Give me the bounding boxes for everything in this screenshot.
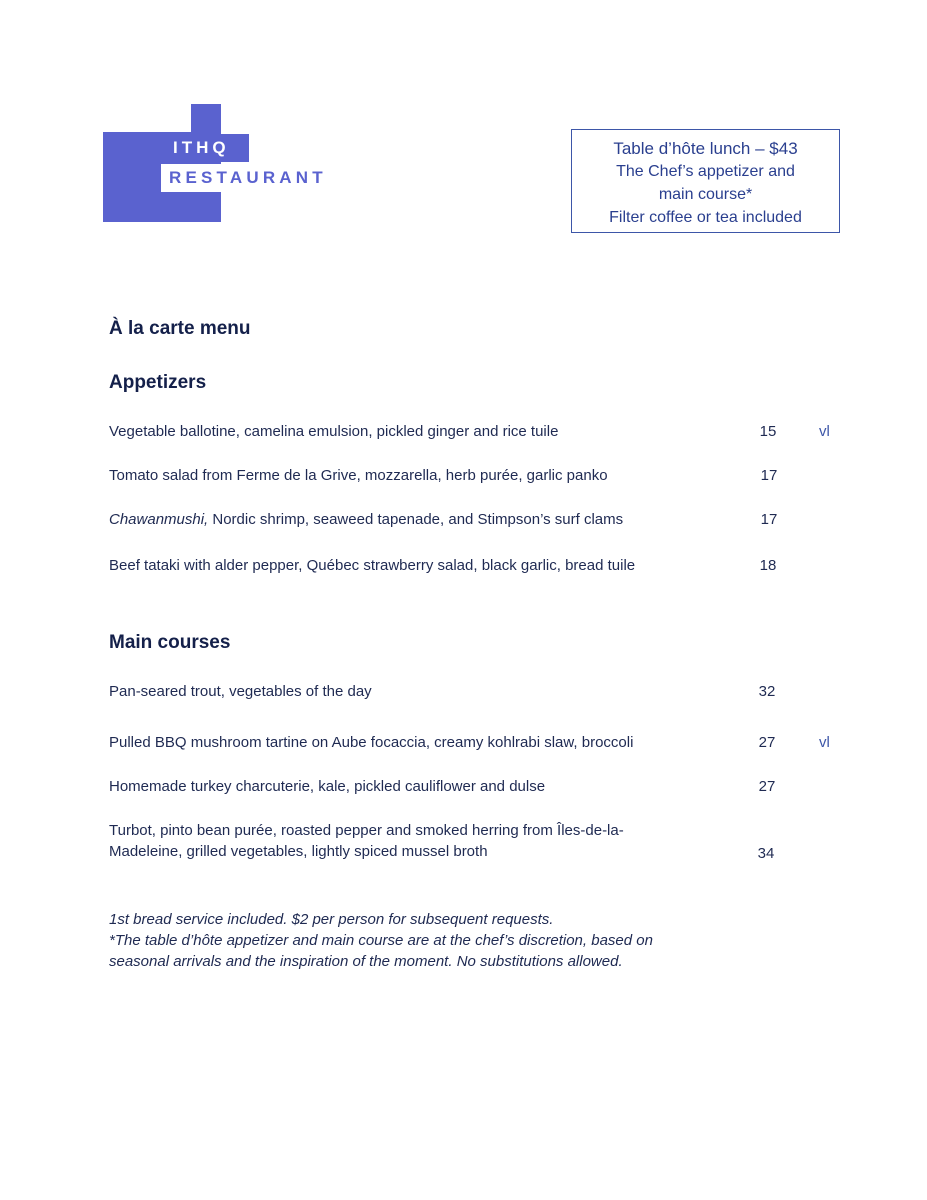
menu-notes: [109, 909, 749, 972]
menu-item: Beef tataki with alder pepper, Québec strawberry salad, black garlic, bread tuile: [109, 557, 636, 574]
vegetarian-tag: vl: [819, 423, 830, 440]
table-dhote-title: Table d’hôte lunch – $43: [613, 139, 798, 158]
logo-block: [191, 104, 221, 222]
menu-item: Vegetable ballotine, camelina emulsion, pickled ginger and rice tuile: [109, 423, 559, 440]
table-dhote-note: seasonal arrivals and the inspiration of the moment. No substitutions allowed.: [109, 953, 623, 970]
menu-item-price: 17: [760, 467, 778, 484]
table-dhote-note: *The table d’hôte appetizer and main course are at the chef’s discretion, based on: [109, 932, 653, 949]
menu-item-line: Madeleine, grilled vegetables, lightly spiced mussel broth: [109, 843, 488, 860]
menu-item-price: 27: [758, 734, 776, 751]
menu-item: Pan-seared trout, vegetables of the day: [109, 683, 372, 700]
table-dhote-line: Filter coffee or tea included: [609, 209, 802, 226]
logo-text-ithq: ITHQ: [173, 138, 230, 157]
table-dhote-line: main course*: [658, 186, 753, 203]
menu-item-price: 34: [757, 845, 775, 862]
menu-item-price: 17: [760, 511, 778, 528]
main-courses-heading: Main courses: [109, 632, 231, 653]
menu-item-line: Turbot, pinto bean purée, roasted pepper and smoked herring from Îles-de-la-: [109, 822, 624, 839]
menu-item: Tomato salad from Ferme de la Grive, mozzarella, herb purée, garlic panko: [109, 467, 608, 484]
menu-item: [109, 509, 729, 530]
menu-item: [109, 820, 729, 862]
logo-text-restaurant: RESTAURANT: [169, 168, 327, 187]
restaurant-logo: [103, 104, 353, 222]
bread-service-note: 1st bread service included. $2 per person for subsequent requests.: [109, 911, 554, 928]
menu-item-italic-name: Chawanmushi,: [109, 511, 209, 528]
menu-item-price: 18: [759, 557, 777, 574]
menu-item-price: 32: [758, 683, 776, 700]
menu-item-price: 15: [759, 423, 777, 440]
table-dhote-line: The Chef’s appetizer and: [616, 163, 795, 180]
menu-item: Pulled BBQ mushroom tartine on Aube focaccia, creamy kohlrabi slaw, broccoli: [109, 734, 634, 751]
appetizers-heading: Appetizers: [109, 372, 207, 393]
menu-title: À la carte menu: [109, 318, 251, 339]
menu-item: Homemade turkey charcuterie, kale, pickled cauliflower and dulse: [109, 778, 546, 795]
vegetarian-tag: vl: [819, 734, 830, 751]
menu-item-description: Nordic shrimp, seaweed tapenade, and Stimpson’s surf clams: [208, 511, 624, 528]
table-dhote-box: [571, 129, 840, 233]
menu-item-price: 27: [758, 778, 776, 795]
